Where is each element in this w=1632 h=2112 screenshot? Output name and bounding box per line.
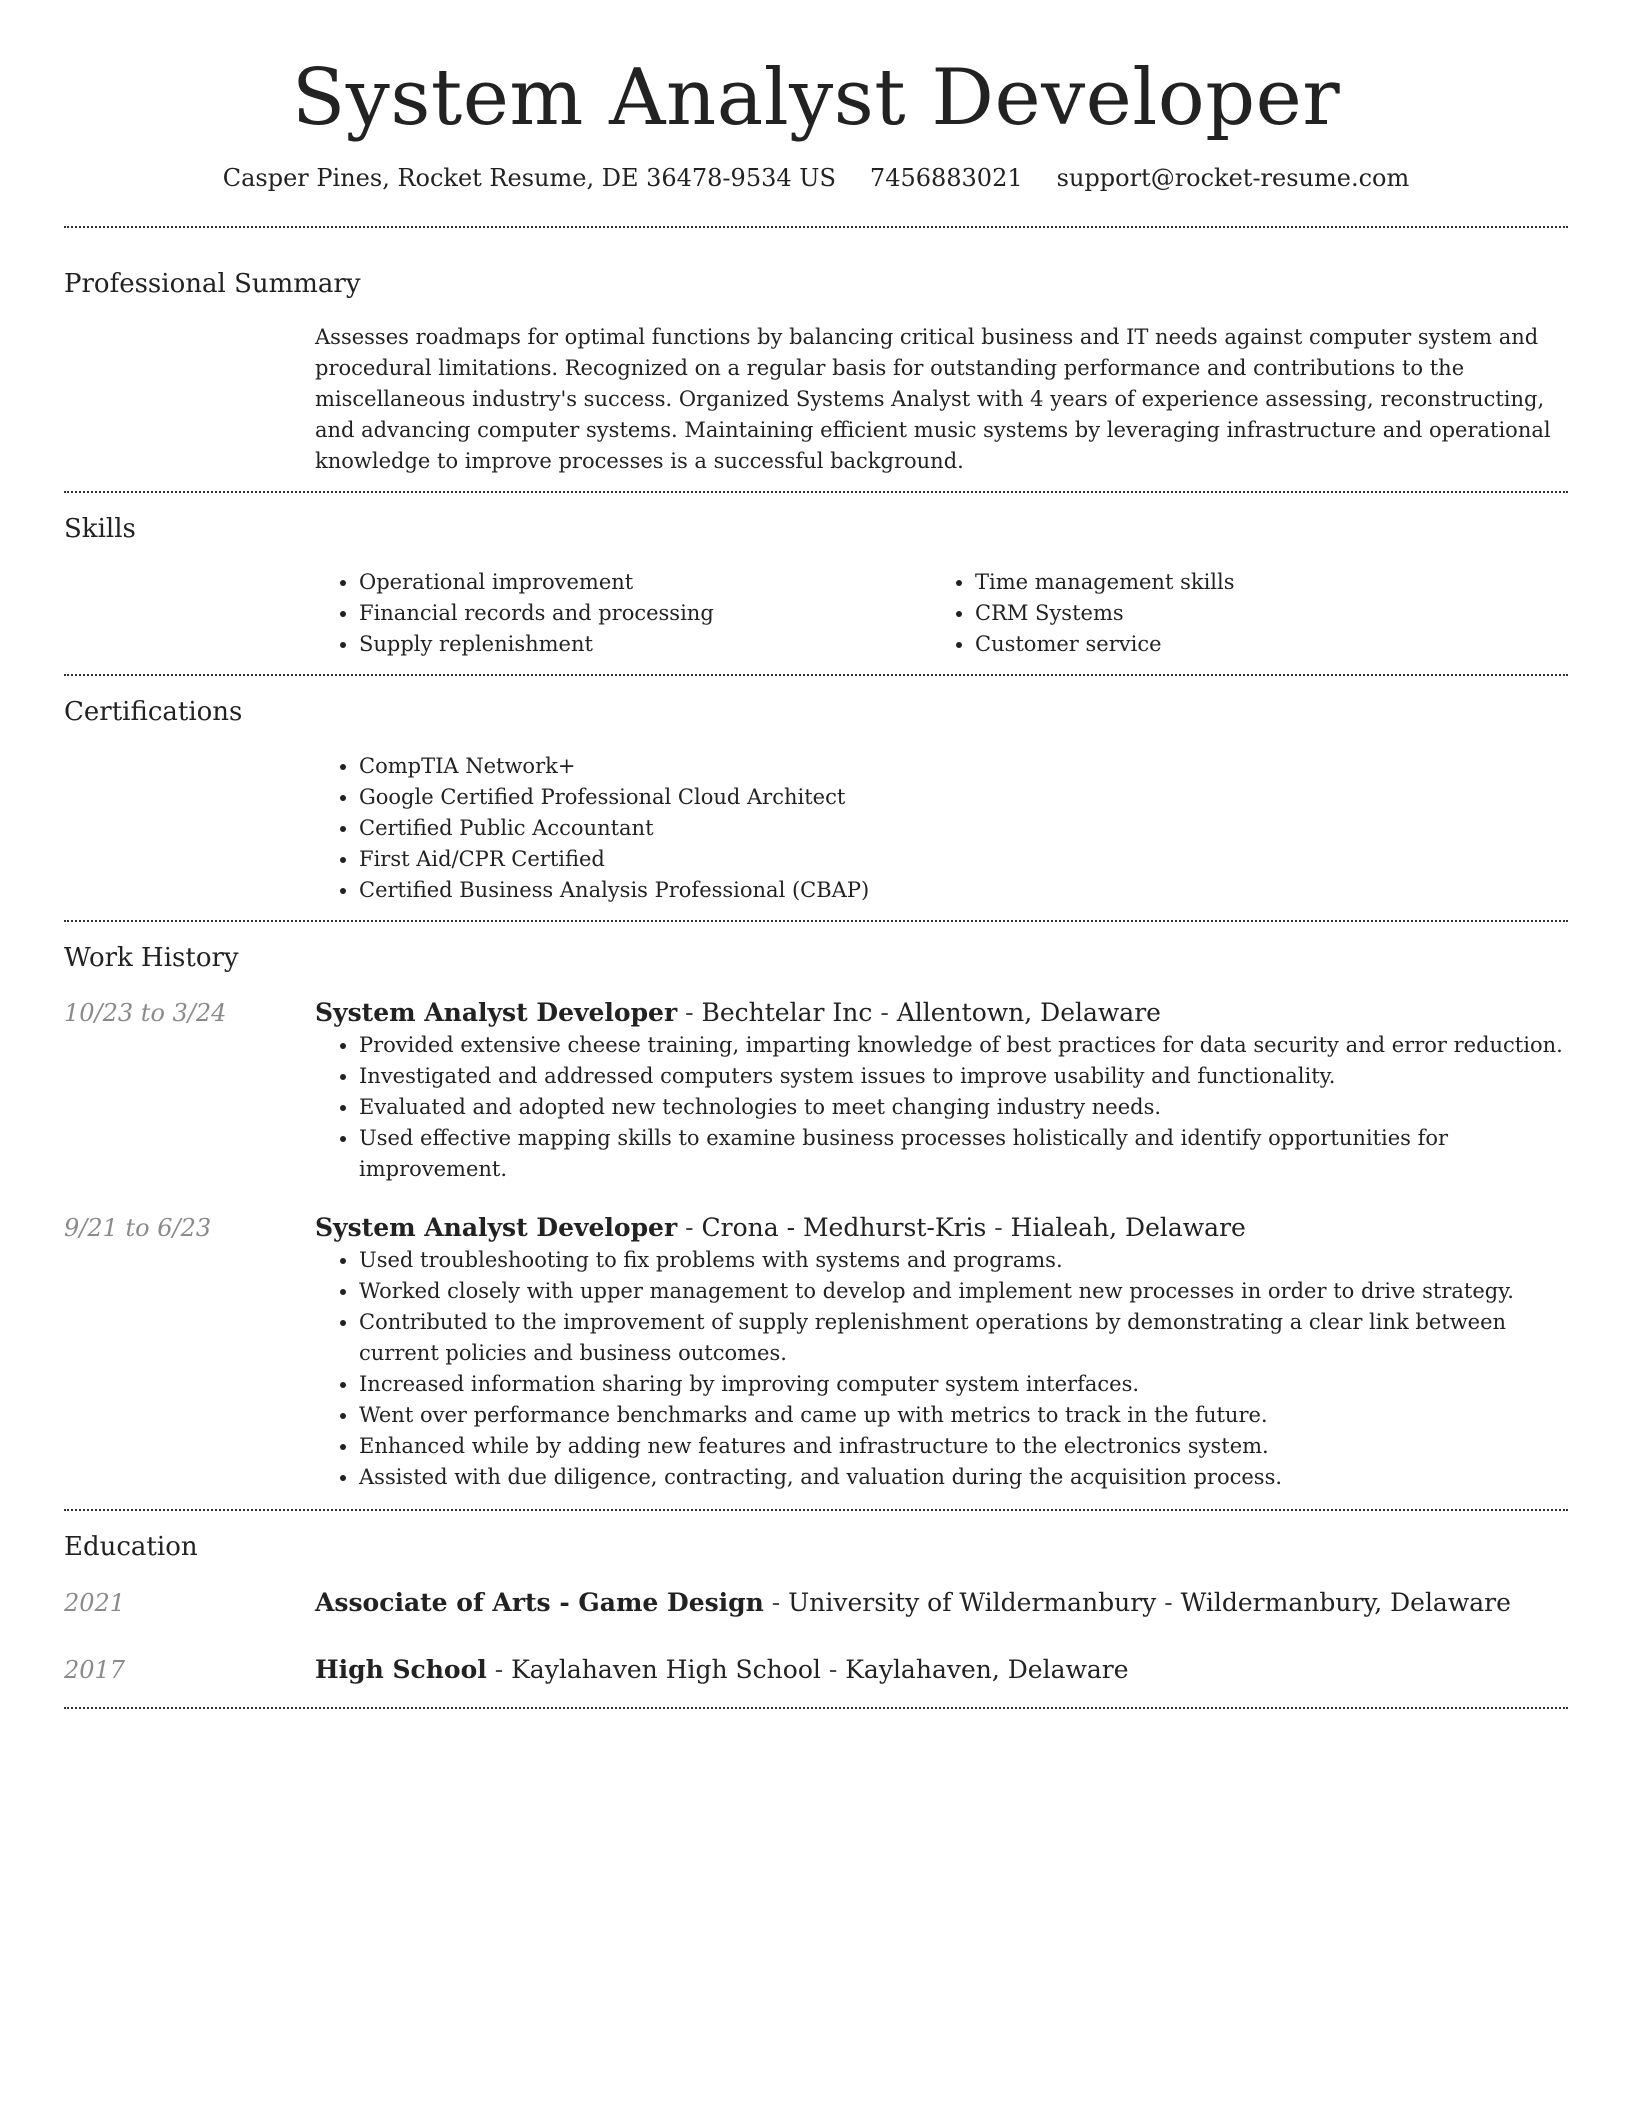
- job-title-line: [315, 1211, 1568, 1245]
- skill-item: • CRM Systems: [975, 598, 1568, 629]
- contact-line: [64, 164, 1568, 192]
- job-bullets: [315, 1030, 1568, 1185]
- job-entry: [64, 996, 1568, 1185]
- skill-item: • Supply replenishment: [359, 629, 931, 660]
- job-details: [315, 1211, 1568, 1493]
- title-separator: -: [763, 1587, 789, 1617]
- skill-item: • Customer service: [975, 629, 1568, 660]
- job-role: System Analyst Developer: [315, 1213, 678, 1243]
- job-bullet: • Enhanced while by adding new features and infrastructure to the electronics system.: [359, 1431, 1568, 1462]
- skills-section: [64, 493, 1568, 674]
- title-separator: -: [1156, 1587, 1181, 1617]
- section-title-summary: Professional Summary: [64, 268, 361, 299]
- skills-grid: [315, 567, 1568, 660]
- skill-item: • Operational improvement: [359, 567, 931, 598]
- job-company: Crona - Medhurst-Kris: [701, 1213, 987, 1243]
- education-year: 2017: [64, 1655, 126, 1684]
- job-details: [315, 996, 1568, 1185]
- contact-phone: 7456883021: [869, 163, 1023, 192]
- title-separator: -: [677, 1213, 702, 1243]
- section-title-education: Education: [64, 1532, 198, 1563]
- job-location: Hialeah, Delaware: [1010, 1213, 1246, 1243]
- job-bullet: • Contributed to the improvement of supply replenishment operations by demonstrating a clear link between current policies and business outcomes.: [359, 1307, 1568, 1369]
- job-location: Allentown, Delaware: [896, 998, 1161, 1028]
- contact-email[interactable]: support@rocket-resume.com: [1056, 163, 1410, 192]
- title-separator: -: [820, 1654, 846, 1684]
- job-bullet: • Worked closely with upper management to develop and implement new processes in order to drive strategy.: [359, 1276, 1568, 1307]
- job-entry: [64, 1211, 1568, 1493]
- title-separator: -: [486, 1654, 512, 1684]
- education-year: 2021: [64, 1588, 126, 1617]
- education-section: [64, 1511, 1568, 1706]
- skills-list-left: [315, 567, 931, 660]
- certification-item: • CompTIA Network+: [359, 751, 1568, 782]
- certifications-list: [315, 751, 1568, 906]
- work-history-section: [64, 922, 1568, 1509]
- candidate-name: System Analyst Developer: [291, 53, 1341, 143]
- section-title-work-history: Work History: [64, 942, 239, 973]
- divider: [64, 1707, 1568, 1709]
- education-degree: Associate of Arts - Game Design: [315, 1587, 764, 1617]
- certification-item: • First Aid/CPR Certified: [359, 844, 1568, 875]
- skills-list-right: [931, 567, 1568, 660]
- education-location: Wildermanbury, Delaware: [1180, 1587, 1511, 1617]
- job-bullet: • Used effective mapping skills to examine business processes holistically and identify opportunities for improvement.: [359, 1123, 1568, 1185]
- summary-body: [315, 322, 1568, 477]
- resume-header: [64, 0, 1568, 192]
- certifications-section: [64, 676, 1568, 919]
- job-company: Bechtelar Inc: [701, 998, 873, 1028]
- job-bullet: • Assisted with due diligence, contracting, and valuation during the acquisition process.: [359, 1462, 1568, 1493]
- title-separator: -: [986, 1213, 1011, 1243]
- job-bullet: • Evaluated and adopted new technologies to meet changing industry needs.: [359, 1092, 1568, 1123]
- skill-item: • Time management skills: [975, 567, 1568, 598]
- skill-item: • Financial records and processing: [359, 598, 931, 629]
- education-title-line: [315, 1653, 1568, 1687]
- job-dates: 9/21 to 6/23: [64, 1214, 212, 1243]
- title-separator: -: [872, 998, 897, 1028]
- certifications-body: [315, 751, 1568, 906]
- job-bullet: • Went over performance benchmarks and came up with metrics to track in the future.: [359, 1400, 1568, 1431]
- certification-item: • Google Certified Professional Cloud Architect: [359, 782, 1568, 813]
- education-degree: High School: [315, 1654, 487, 1684]
- education-school: University of Wildermanbury: [788, 1587, 1157, 1617]
- section-title-skills: Skills: [64, 513, 136, 544]
- title-separator: -: [677, 998, 702, 1028]
- education-location: Kaylahaven, Delaware: [845, 1654, 1129, 1684]
- certification-item: • Certified Business Analysis Professional (CBAP): [359, 875, 1568, 906]
- job-bullet: • Investigated and addressed computers system issues to improve usability and functionality.: [359, 1061, 1568, 1092]
- section-title-certifications: Certifications: [64, 697, 243, 728]
- contact-address: Casper Pines, Rocket Resume, DE 36478-9534 US: [222, 163, 836, 192]
- summary-section: [64, 228, 1568, 491]
- job-bullet: • Provided extensive cheese training, imparting knowledge of best practices for data security and error reduction.: [359, 1030, 1568, 1061]
- education-title-line: [315, 1586, 1568, 1620]
- certification-item: • Certified Public Accountant: [359, 813, 1568, 844]
- job-dates: 10/23 to 3/24: [64, 999, 227, 1028]
- education-entry: [64, 1653, 1568, 1687]
- summary-text: Assesses roadmaps for optimal functions by balancing critical business and IT needs against computer system and procedural limitations. Recognized on a regular basis for outstanding performance and contributions to the miscellaneous industry's success. Organized Systems Analyst with 4 years of experience assessing, reconstructing, and advancing computer systems. Maintaining efficient music systems by leveraging infrastructure and operational knowledge to improve processes is a successful background.: [315, 324, 1551, 473]
- job-title-line: [315, 996, 1568, 1030]
- job-bullet: • Used troubleshooting to fix problems with systems and programs.: [359, 1245, 1568, 1276]
- job-bullet: • Increased information sharing by improving computer system interfaces.: [359, 1369, 1568, 1400]
- job-role: System Analyst Developer: [315, 998, 678, 1028]
- education-school: Kaylahaven High School: [511, 1654, 821, 1684]
- job-bullets: [315, 1245, 1568, 1493]
- education-entry: [64, 1586, 1568, 1620]
